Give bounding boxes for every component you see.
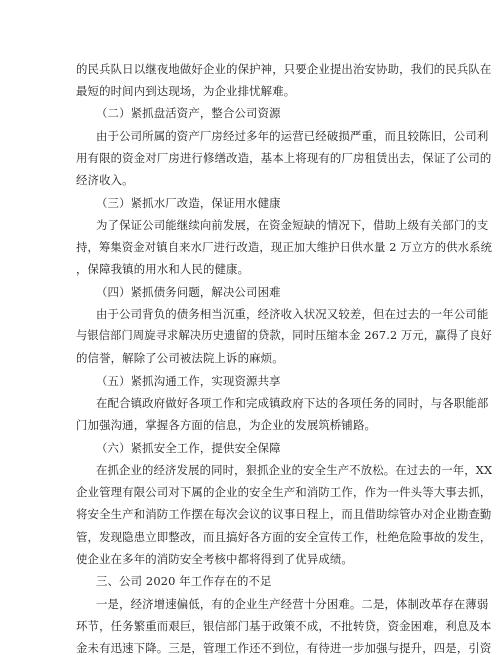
text-line: 由于公司所属的资产厂房经过多年的运营已经破损严重，而且较陈旧，公司利	[96, 129, 489, 143]
text-line: ，保障我镇的用水和人民的健康。	[76, 262, 250, 276]
text-line: 最短的时间内到达现场，为企业排忧解难。	[76, 84, 296, 98]
text-line: 一是，经济增速偏低，有的企业生产经营十分困难。二是，体制改革存在薄弱	[96, 597, 489, 611]
text-line: 的信誉，解除了公司被法院上诉的麻烦。	[76, 351, 284, 365]
section-heading: 三、公司 2020 年工作存在的不足	[96, 574, 272, 588]
text-line: 金未有迅速下降。三是，管理工作还不到位，有待进一步加强与提升，四是，引资	[76, 641, 492, 655]
text-line: 管，发现隐患立即整改，而且搞好各方面的安全宣传工作，杜绝危险事故的发生，	[76, 530, 492, 544]
text-line: 持，筹集资金对镇自来水厂进行改造，现正加大维护日供水量 2 万立方的供水系统	[76, 240, 493, 254]
text-line: 门加强沟通，掌握各方面的信息，为企业的发展筑桥铺路。	[76, 418, 377, 432]
text-line: 将安全生产和消防工作摆在每次会议的议事日程上，而且借助综管办对企业勘查勤	[76, 507, 492, 521]
text-line: 在抓企业的经济发展的同时，狠抓企业的安全生产不放松。在过去的一年，XX	[96, 463, 493, 477]
section-heading: （六）紧抓安全工作，提供安全保障	[96, 441, 281, 455]
text-line: 在配合镇政府做好各项工作和完成镇政府下达的各项任务的同时，与各职能部	[96, 396, 489, 410]
text-line: 使企业在多年的消防安全考核中都将得到了优异成绩。	[76, 552, 353, 566]
text-line: 的民兵队日以继夜地做好企业的保护神，只要企业提出治安协助，我们的民兵队在	[76, 62, 492, 76]
section-heading: （五）紧抓沟通工作，实现资源共享	[96, 374, 281, 388]
section-heading: （四）紧抓债务问题，解决公司困难	[96, 285, 281, 299]
section-heading: （二）紧抓盘活资产，整合公司资源	[96, 106, 281, 120]
text-line: 与银信部门周旋寻求解决历史遗留的贷款，同时压缩本金 267.2 万元，赢得了良好	[76, 329, 493, 342]
text-line: 环节，任务繁重而艰巨，银信部门基于政策不成，不批转贷，资金困难，利息及本	[76, 619, 492, 633]
text-line: 由于公司背负的债务相当沉重，经济收入状况又较差，但在过去的一年公司能	[96, 307, 489, 321]
text-line: 为了保证公司能继续向前发展，在资金短缺的情况下，借助上级有关部门的支	[96, 218, 489, 232]
text-line: 企业管理有限公司对下属的企业的安全生产和消防工作，作为一件头等大事去抓，	[76, 485, 492, 499]
text-line: 用有限的资金对厂房进行修缮改造，基本上将现有的厂房租赁出去，保证了公司的	[76, 151, 492, 165]
section-heading: （三）紧抓水厂改造，保证用水健康	[96, 196, 281, 210]
text-line: 经济收入。	[76, 173, 134, 187]
